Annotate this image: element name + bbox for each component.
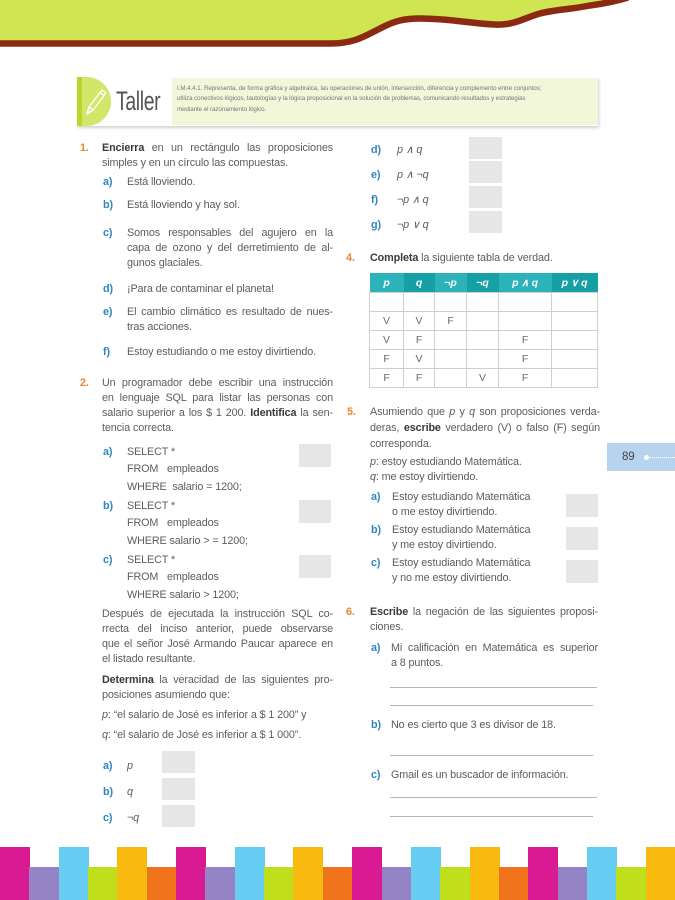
proposition-text: : “el salario de José es inferior a $ 1 000”. (107, 729, 302, 741)
paragraph-line (102, 673, 333, 687)
item-label: f) (371, 194, 378, 206)
answer-box[interactable] (299, 500, 331, 523)
truth-table-cell[interactable] (467, 331, 499, 350)
footer-bar (470, 847, 500, 900)
proposition-text: : me estoy divirtiendo. (375, 471, 479, 483)
footer-bar (29, 867, 59, 900)
answer-box[interactable] (469, 186, 502, 208)
variable: q (370, 471, 376, 483)
question-text: en un rectángulo las proposiciones (144, 142, 333, 154)
footer-bar (293, 847, 323, 900)
logic-expression: ¬p ∨ q (397, 219, 429, 231)
proposition-q (370, 470, 478, 484)
sql-select: SELECT * (127, 500, 176, 512)
sql-from: FROM (127, 463, 159, 475)
instruction-verb: escribe (403, 422, 441, 434)
item-text: Está lloviendo. (127, 176, 196, 188)
question-number: 2. (80, 377, 89, 389)
variable: q (102, 729, 108, 741)
variable: p (370, 456, 376, 468)
footer-bar (176, 847, 206, 900)
answer-box[interactable] (566, 527, 598, 550)
sql-where: WHERE salario = 1200; (127, 481, 242, 493)
footer-bar (264, 867, 294, 900)
logic-expression: p (127, 760, 133, 772)
proposition-text: : estoy estudiando Matemática. (375, 456, 522, 468)
question-6-line (370, 605, 598, 619)
option-label: b) (103, 500, 113, 512)
question-text: la siguiente tabla de verdad. (418, 252, 553, 264)
sql-select: SELECT * (127, 554, 176, 566)
page-number-tab (607, 443, 675, 471)
question-text: salario superior a los $ 1 200. (102, 407, 251, 419)
item-text: capa de ozono y del derretimiento de al- (127, 242, 333, 254)
logic-expression: p ∧ ¬q (397, 169, 429, 181)
sql-table: empleados (167, 463, 219, 475)
question-text: son proposiciones verda- (475, 406, 600, 418)
truth-table-cell: F (370, 350, 404, 369)
paragraph-line: el listado resultante. (102, 653, 196, 665)
item-label: c) (103, 812, 113, 824)
answer-box[interactable] (299, 444, 331, 467)
instruction-verb: Identifica (250, 407, 297, 419)
truth-table-row (370, 293, 598, 312)
option-label: c) (103, 554, 113, 566)
question-6-line: ciones. (370, 621, 404, 633)
truth-table-cell: V (404, 312, 435, 331)
question-text: la negación de las siguientes proposi- (408, 606, 598, 618)
item-label: d) (371, 144, 381, 156)
item-text: ¡Para de contaminar el planeta! (127, 283, 274, 295)
paragraph-line: rrecta del inciso anterior, puede observarse (102, 623, 333, 635)
truth-table-cell[interactable] (552, 312, 598, 331)
header-wave-fill (0, 0, 628, 43)
logic-expression: q (127, 786, 133, 798)
footer-bar (59, 847, 89, 900)
item-label: g) (371, 219, 381, 231)
item-text: y me estoy divirtiendo. (392, 539, 497, 551)
question-text: deras, (370, 422, 404, 434)
page-marker-dot (644, 455, 649, 460)
footer-bar (440, 867, 470, 900)
item-text: tras acciones. (127, 321, 192, 333)
item-label: c) (103, 227, 113, 239)
question-1-line: simples y en un círculo las compuestas. (102, 157, 289, 169)
sql-from: FROM (127, 571, 159, 583)
item-text: gunos glaciales. (127, 257, 203, 269)
footer-bar (235, 847, 265, 900)
item-text: o me estoy divirtiendo. (392, 506, 498, 518)
pencil-icon (82, 86, 108, 118)
answer-box[interactable] (469, 137, 502, 159)
footer-bar (147, 867, 177, 900)
footer-bar (117, 847, 147, 900)
truth-table-cell: F (404, 331, 435, 350)
truth-table-row (370, 312, 598, 331)
item-label: b) (371, 719, 381, 731)
truth-table-cell[interactable] (552, 369, 598, 388)
question-number: 5. (347, 406, 356, 418)
answer-box[interactable] (162, 751, 195, 773)
item-label: a) (103, 760, 113, 772)
truth-table-header (370, 273, 598, 293)
question-4-line (370, 251, 553, 265)
footer-bar (558, 867, 588, 900)
truth-table-cell[interactable] (467, 312, 499, 331)
instruction-verb: Completa (370, 252, 419, 264)
item-label: b) (371, 524, 381, 536)
skill-line: utiliza conectivos lógicos, tautologías y la lógica proposicional en la solución de problemas, comunicando resultados y estrategias (177, 95, 526, 102)
answer-box[interactable] (566, 494, 598, 517)
answer-box[interactable] (299, 555, 331, 578)
item-label: b) (103, 199, 113, 211)
item-text: Gmail es un buscador de información. (391, 769, 569, 781)
question-text: la sen- (296, 407, 333, 419)
truth-table-cell[interactable] (435, 350, 467, 369)
truth-table-cell: F (499, 350, 552, 369)
truth-table-header-cell: ¬p (435, 273, 467, 293)
truth-table-header-cell: q (404, 273, 435, 293)
truth-table-row (370, 350, 598, 369)
item-label: a) (371, 642, 381, 654)
sql-where: WHERE salario > 1200; (127, 589, 239, 601)
proposition-q (102, 728, 301, 742)
truth-table-row (370, 331, 598, 350)
variable: p (449, 406, 456, 418)
skill-line: I.M.4.4.1. Representa, de forma gráfica y algebraica, las operaciones de unión, intersección, diferencia y complemento entre conjuntos; (177, 85, 542, 92)
page-marker-line (650, 457, 675, 458)
item-text: Mi calificación en Matemática es superior (391, 642, 598, 654)
footer-bar (88, 867, 118, 900)
question-5-line (370, 421, 600, 435)
truth-table-cell[interactable] (467, 350, 499, 369)
skill-line: mediante el razonamiento lógico. (177, 106, 267, 113)
logic-expression: ¬q (127, 812, 140, 824)
truth-table-cell[interactable] (467, 293, 499, 312)
truth-table-cell[interactable] (552, 293, 598, 312)
truth-table-header-cell: p ∨ q (552, 273, 598, 293)
footer-bar (352, 847, 382, 900)
item-text: y no me estoy divirtiendo. (392, 572, 512, 584)
truth-table-cell: V (467, 369, 499, 388)
truth-table-header-cell: ¬q (467, 273, 499, 293)
answer-line[interactable] (390, 687, 597, 688)
sql-select: SELECT * (127, 446, 176, 458)
answer-line[interactable] (390, 816, 593, 817)
question-1-line (102, 141, 333, 155)
truth-table-cell[interactable] (435, 293, 467, 312)
truth-table-cell: V (370, 331, 404, 350)
footer-bar (0, 847, 30, 900)
answer-box[interactable] (566, 560, 598, 583)
footer-bar (616, 867, 646, 900)
instruction-verb: Encierra (102, 142, 145, 154)
answer-line[interactable] (390, 755, 593, 756)
truth-table-row (370, 369, 598, 388)
question-5-line: corresponda. (370, 438, 432, 450)
answer-box[interactable] (469, 161, 502, 183)
item-label: b) (103, 786, 113, 798)
instruction-verb: Escribe (370, 606, 409, 618)
variable: q (469, 406, 475, 418)
item-label: c) (371, 557, 381, 569)
question-text: y (455, 406, 470, 418)
proposition-text: : “el salario de José es inferior a $ 1 200” y (107, 709, 307, 721)
answer-line[interactable] (390, 705, 593, 706)
item-label: d) (103, 283, 113, 295)
item-label: a) (103, 176, 113, 188)
item-text: El cambio climático es resultado de nues- (127, 306, 333, 318)
header-wave (0, 0, 675, 55)
question-number: 6. (346, 606, 355, 618)
proposition-p (370, 455, 522, 469)
paragraph-line: posiciones asumiendo que: (102, 689, 230, 701)
item-text: Está lloviendo y hay sol. (127, 199, 240, 211)
truth-table-cell: F (370, 369, 404, 388)
footer-bar (382, 867, 412, 900)
item-label: e) (103, 306, 113, 318)
truth-table-cell[interactable] (435, 331, 467, 350)
item-text: No es cierto que 3 es divisor de 18. (391, 719, 556, 731)
truth-table (369, 273, 598, 388)
truth-table-cell[interactable] (499, 312, 552, 331)
sql-from: FROM (127, 517, 159, 529)
sql-table: empleados (167, 571, 219, 583)
truth-table-cell: F (499, 331, 552, 350)
section-title: Taller (116, 86, 161, 116)
item-label: a) (371, 491, 381, 503)
answer-line[interactable] (390, 797, 597, 798)
question-text: verdadero (V) o falso (F) según (440, 422, 601, 434)
footer-bar (411, 847, 441, 900)
question-number: 4. (346, 252, 355, 264)
instruction-verb: Determina (102, 674, 154, 686)
proposition-p (102, 708, 306, 722)
item-text: Estoy estudiando Matemática (392, 557, 531, 569)
item-text: Estoy estudiando o me estoy divirtiendo. (127, 346, 317, 358)
truth-table-cell[interactable] (552, 331, 598, 350)
logic-expression: ¬p ∧ q (397, 194, 429, 206)
truth-table-cell: F (435, 312, 467, 331)
truth-table-header-cell: p ∧ q (499, 273, 552, 293)
truth-table-cell[interactable] (552, 350, 598, 369)
item-label: c) (371, 769, 381, 781)
truth-table-cell[interactable] (499, 293, 552, 312)
truth-table-header-cell: p (370, 273, 404, 293)
truth-table-cell: F (499, 369, 552, 388)
question-number: 1. (80, 142, 89, 154)
item-label: f) (103, 346, 110, 358)
item-text: Somos responsables del agujero en la (127, 227, 333, 239)
question-2-line (102, 406, 333, 420)
footer-bar (587, 847, 617, 900)
answer-box[interactable] (469, 211, 502, 233)
item-text: Estoy estudiando Matemática (392, 524, 531, 536)
option-label: a) (103, 446, 113, 458)
logic-expression: p ∧ q (397, 144, 423, 156)
page-number: 89 (622, 451, 635, 463)
answer-box[interactable] (162, 805, 195, 827)
truth-table-cell[interactable] (370, 293, 404, 312)
truth-table-cell[interactable] (435, 369, 467, 388)
footer-bar (528, 847, 558, 900)
sql-table: empleados (167, 517, 219, 529)
variable: p (102, 709, 108, 721)
item-text: a 8 puntos. (391, 657, 444, 669)
sql-where: WHERE salario > = 1200; (127, 535, 248, 547)
paragraph-line: que el señor José Armando Paucar aparece en (102, 638, 333, 650)
question-2-line: en lenguaje SQL para listar las personas con (102, 392, 333, 404)
question-2-line: tencia correcta. (102, 422, 174, 434)
truth-table-cell: V (370, 312, 404, 331)
item-label: e) (371, 169, 381, 181)
question-text: la veracidad de las siguientes pro- (153, 674, 333, 686)
question-5-line (370, 405, 600, 419)
question-text: Asumiendo que (370, 406, 450, 418)
truth-table-cell: V (404, 350, 435, 369)
footer-bar (646, 847, 675, 900)
footer-bar (205, 867, 235, 900)
item-text: Estoy estudiando Matemática (392, 491, 531, 503)
skill-description (172, 78, 598, 125)
paragraph-line: Después de ejecutada la instrucción SQL co- (102, 608, 333, 620)
footer-bar (499, 867, 529, 900)
truth-table-cell: F (404, 369, 435, 388)
truth-table-cell[interactable] (404, 293, 435, 312)
answer-box[interactable] (162, 778, 195, 800)
footer-bar (323, 867, 353, 900)
question-2-line: Un programador debe escribir una instrucción (102, 377, 333, 389)
